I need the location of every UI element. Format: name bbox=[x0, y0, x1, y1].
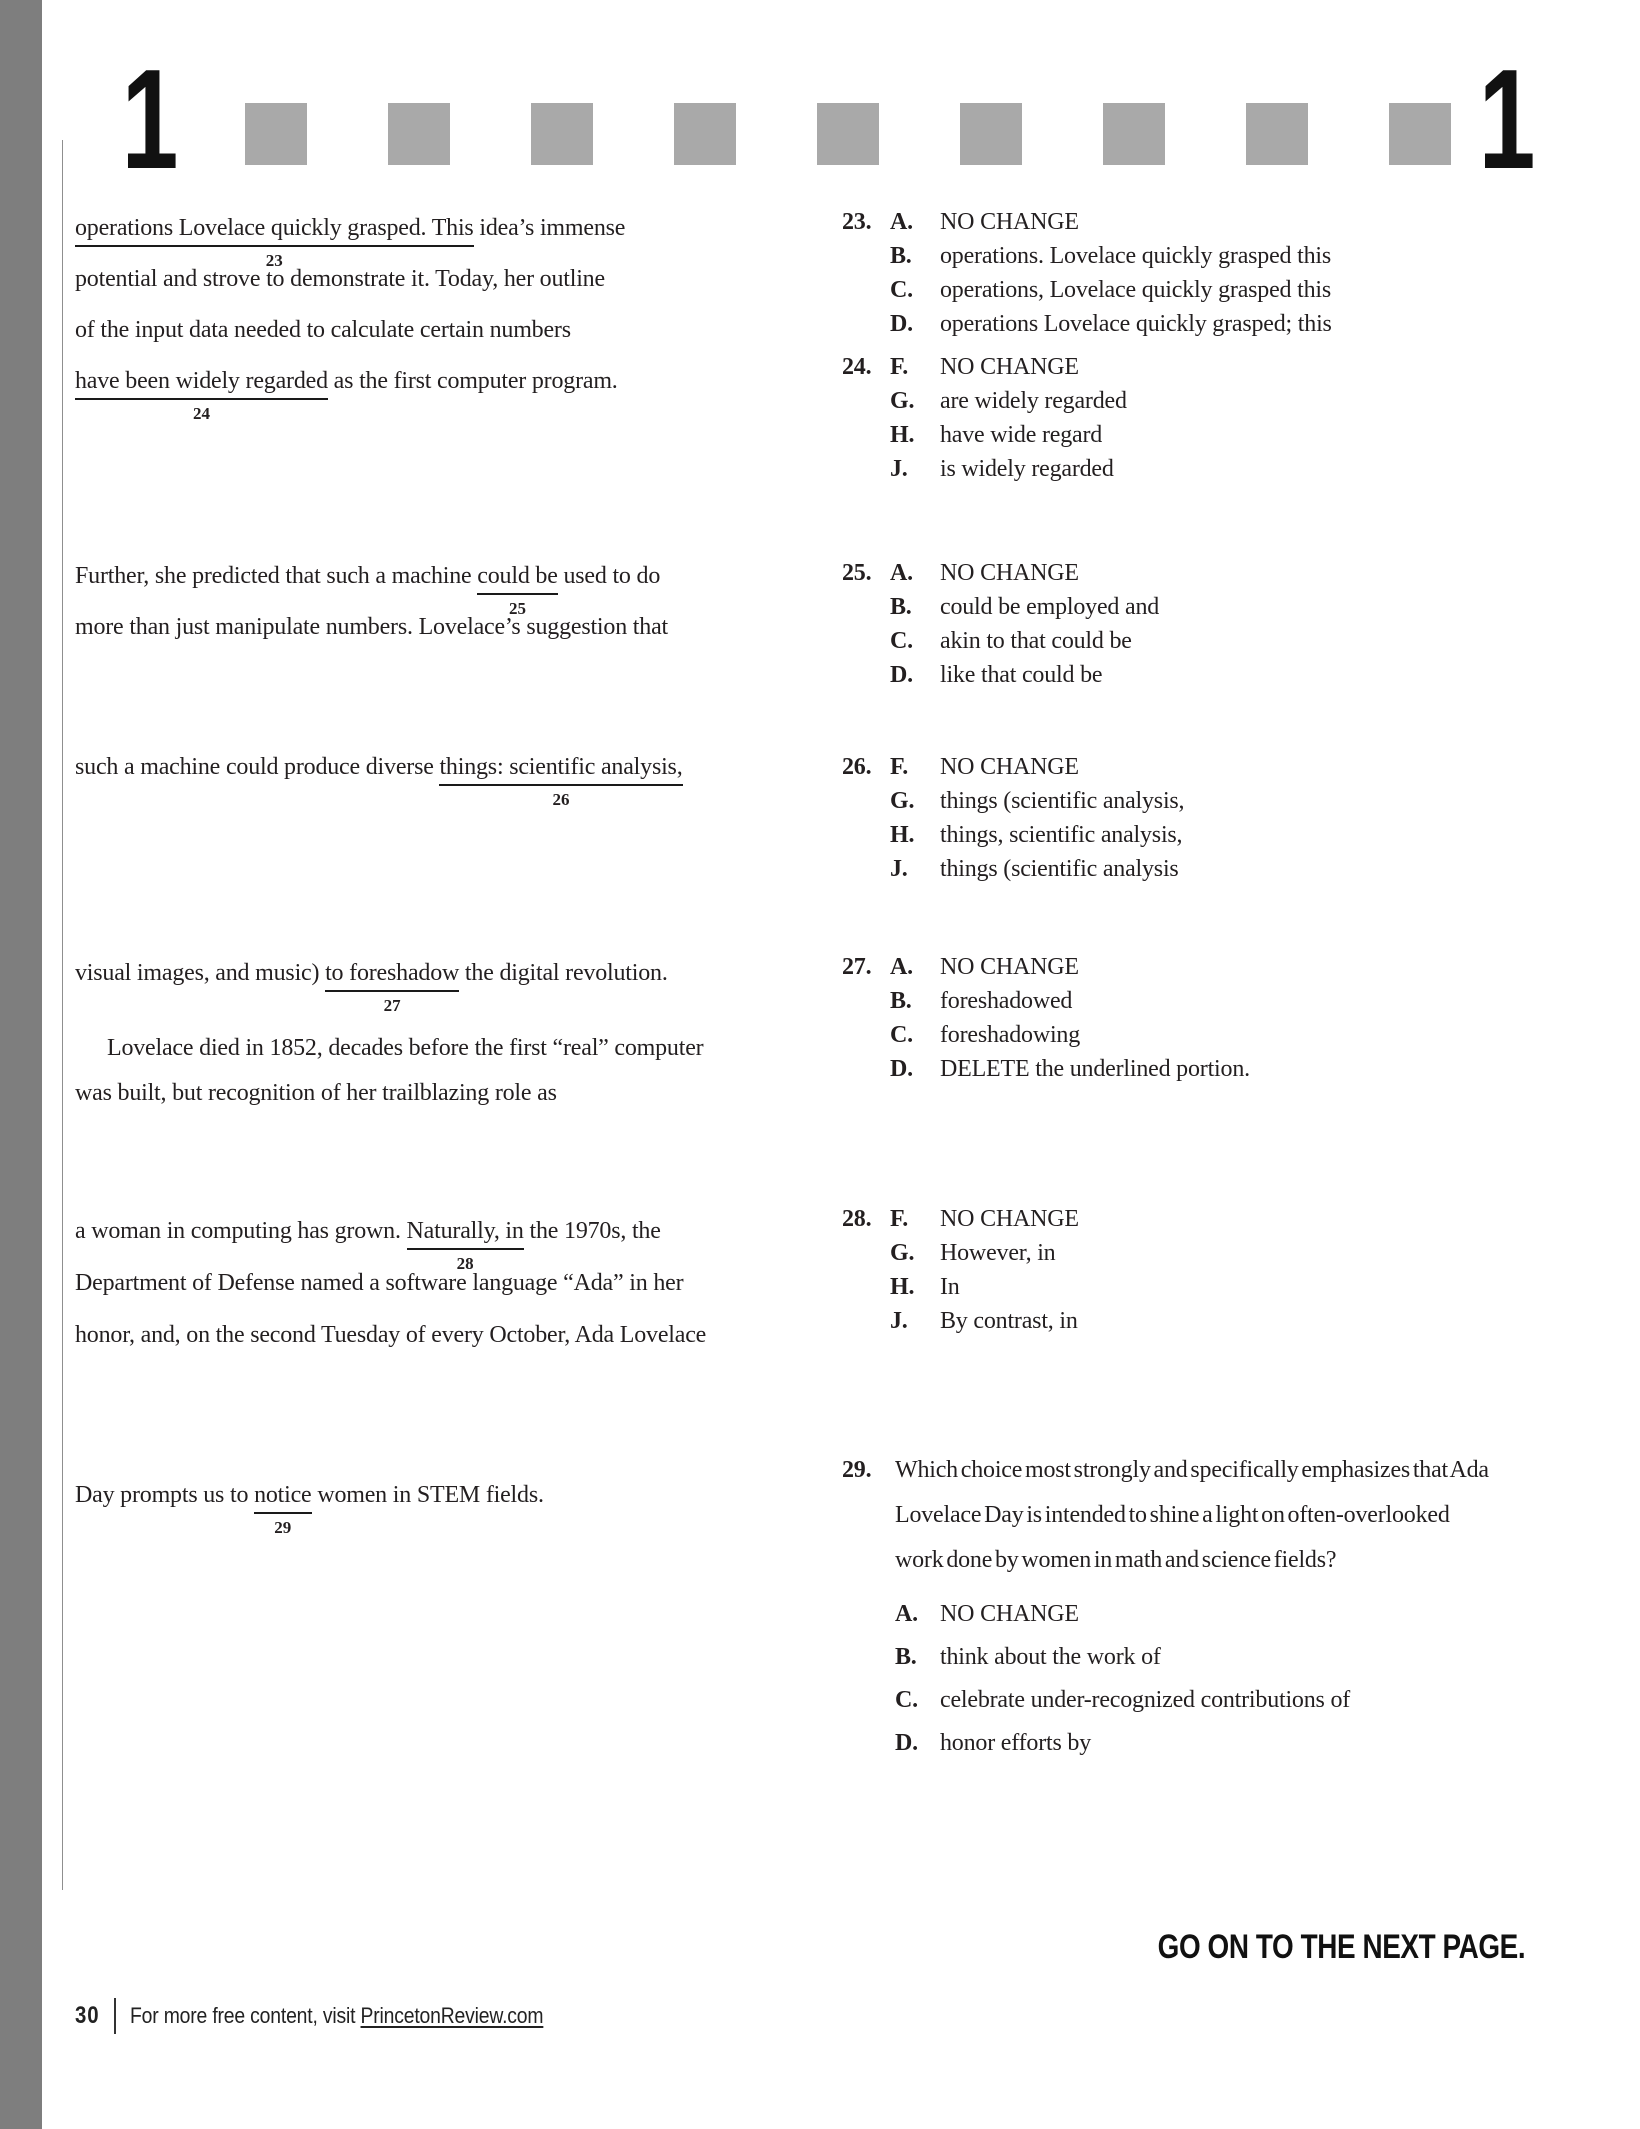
passage-paragraph-7 bbox=[75, 1470, 544, 1537]
passage-text: used to do bbox=[557, 563, 661, 589]
choice-row bbox=[842, 1052, 1250, 1086]
passage-line bbox=[75, 551, 668, 618]
choice-row bbox=[895, 1722, 1489, 1765]
question-number: 26. bbox=[842, 754, 872, 780]
choice-row bbox=[842, 784, 1184, 818]
stem-line: Lovelace Day is intended to shine a light on often-overlooked bbox=[895, 1502, 1450, 1528]
underlined-portion-26 bbox=[439, 754, 683, 809]
choice-row bbox=[842, 1018, 1250, 1052]
choice-text: like that could be bbox=[940, 662, 1103, 688]
underlined-text: Naturally, in bbox=[406, 1218, 524, 1244]
choice-letter: A. bbox=[890, 209, 913, 235]
passage-line bbox=[75, 251, 625, 305]
header-square bbox=[1246, 103, 1308, 165]
passage-text: potential and strove to demonstrate it. Today, her outline bbox=[75, 266, 605, 292]
passage-paragraph-3 bbox=[75, 742, 683, 809]
choice-letter: J. bbox=[890, 1308, 908, 1334]
choice-letter: H. bbox=[890, 1274, 915, 1300]
choice-letter: G. bbox=[890, 388, 915, 414]
passage-text: Department of Defense named a software language “Ada” in her bbox=[75, 1270, 684, 1296]
underlined-portion-24 bbox=[75, 368, 328, 423]
passage-text: Lovelace died in 1852, decades before the first “real” computer bbox=[107, 1035, 704, 1061]
passage-text: women in STEM fields. bbox=[311, 1482, 544, 1508]
choice-row bbox=[842, 384, 1127, 418]
choice-row bbox=[842, 1236, 1079, 1270]
passage-text: honor, and, on the second Tuesday of every October, Ada Lovelace bbox=[75, 1322, 707, 1348]
passage-text: visual images, and music) bbox=[75, 960, 326, 986]
choice-row bbox=[895, 1679, 1489, 1722]
choice-row bbox=[842, 818, 1184, 852]
ref-number-24: 24 bbox=[192, 404, 210, 423]
underlined-text: to foreshadow bbox=[325, 960, 460, 986]
choice-text: In bbox=[940, 1274, 960, 1300]
choice-letter: J. bbox=[890, 456, 908, 482]
underlined-text: have been widely regarded bbox=[75, 368, 328, 394]
question-29 bbox=[842, 1448, 1489, 1765]
choice-row bbox=[842, 624, 1159, 658]
choice-text: operations, Lovelace quickly grasped this bbox=[940, 277, 1332, 303]
header-square bbox=[388, 103, 450, 165]
passage-line bbox=[75, 1254, 706, 1309]
choice-text: celebrate under-recognized contributions of bbox=[940, 1687, 1351, 1713]
choice-row bbox=[842, 984, 1250, 1018]
choice-text: akin to that could be bbox=[940, 628, 1132, 654]
choice-letter: H. bbox=[890, 422, 915, 448]
choice-text: NO CHANGE bbox=[940, 209, 1079, 235]
passage-line bbox=[75, 1026, 703, 1071]
choice-text: think about the work of bbox=[940, 1644, 1161, 1670]
passage-text: Day prompts us to bbox=[75, 1482, 255, 1508]
choice-text: NO CHANGE bbox=[940, 354, 1079, 380]
passage-line bbox=[75, 203, 626, 270]
question-number: 27. bbox=[842, 954, 872, 980]
passage-text: the 1970s, the bbox=[523, 1218, 661, 1244]
choice-letter: A. bbox=[890, 954, 913, 980]
underlined-portion-23 bbox=[75, 215, 474, 270]
passage-line bbox=[75, 1309, 706, 1361]
question-25 bbox=[842, 556, 1159, 692]
choice-letter: B. bbox=[890, 243, 912, 269]
choice-text: foreshadowed bbox=[940, 988, 1073, 1014]
choice-row bbox=[842, 950, 1250, 984]
underlined-text: operations Lovelace quickly grasped. This bbox=[75, 215, 474, 241]
stem-line: Which choice most strongly and specifically emphasizes that Ada bbox=[895, 1457, 1489, 1483]
underlined-text: things: scientific analysis, bbox=[439, 754, 683, 780]
choice-letter: D. bbox=[890, 662, 913, 688]
choice-text: NO CHANGE bbox=[940, 1601, 1079, 1627]
choice-text: operations. Lovelace quickly grasped this bbox=[940, 243, 1332, 269]
question-27 bbox=[842, 950, 1250, 1086]
choice-letter: A. bbox=[890, 560, 913, 586]
choice-letter: G. bbox=[890, 788, 915, 814]
underlined-portion-28 bbox=[406, 1218, 524, 1273]
ref-number-28: 28 bbox=[456, 1254, 474, 1273]
page-footer bbox=[75, 1996, 599, 2036]
choice-row bbox=[842, 350, 1127, 384]
passage-paragraph-4 bbox=[75, 948, 668, 1015]
choice-text: could be employed and bbox=[940, 594, 1160, 620]
passage-text: was built, but recognition of her trailblazing role as bbox=[75, 1080, 557, 1106]
passage-text: of the input data needed to calculate certain numbers bbox=[75, 317, 571, 343]
choice-row bbox=[842, 590, 1159, 624]
choice-text: things (scientific analysis bbox=[940, 856, 1179, 882]
choice-row bbox=[842, 658, 1159, 692]
choice-text: NO CHANGE bbox=[940, 1206, 1079, 1232]
choice-text: foreshadowing bbox=[940, 1022, 1081, 1048]
choice-row bbox=[842, 205, 1332, 239]
choice-row bbox=[842, 418, 1127, 452]
page-edge-line bbox=[62, 140, 63, 1890]
passage-line bbox=[75, 356, 625, 423]
passage-paragraph-5 bbox=[75, 1026, 703, 1116]
page-number: 30 bbox=[75, 2002, 100, 2029]
choice-row bbox=[842, 307, 1332, 341]
go-on-next-page-text: GO ON TO THE NEXT PAGE. bbox=[1157, 1928, 1525, 1966]
choice-row bbox=[842, 1202, 1079, 1236]
underlined-portion-29 bbox=[254, 1482, 312, 1537]
choice-row bbox=[842, 452, 1127, 486]
choice-text: things (scientific analysis, bbox=[940, 788, 1185, 814]
question-28 bbox=[842, 1202, 1079, 1338]
choice-row bbox=[842, 239, 1332, 273]
choice-letter: J. bbox=[890, 856, 908, 882]
choice-letter: C. bbox=[895, 1687, 918, 1713]
choice-letter: C. bbox=[890, 628, 913, 654]
passage-text: a woman in computing has grown. bbox=[75, 1218, 407, 1244]
choice-letter: D. bbox=[890, 1056, 913, 1082]
underlined-text: could be bbox=[477, 563, 558, 589]
choice-text: NO CHANGE bbox=[940, 754, 1079, 780]
header-square bbox=[531, 103, 593, 165]
underlined-text: notice bbox=[254, 1482, 312, 1508]
tagline-text: For more free content, visit bbox=[129, 2003, 361, 2028]
choice-row bbox=[895, 1593, 1489, 1636]
ref-number-27: 27 bbox=[383, 996, 401, 1015]
ref-number-25: 25 bbox=[508, 599, 526, 618]
passage-paragraph-2 bbox=[75, 551, 668, 653]
choice-text: operations Lovelace quickly grasped; this bbox=[940, 311, 1332, 337]
question-23 bbox=[842, 205, 1332, 341]
passage-line bbox=[75, 948, 668, 1015]
question-number: 25. bbox=[842, 560, 872, 586]
choice-letter: G. bbox=[890, 1240, 915, 1266]
question-26 bbox=[842, 750, 1184, 886]
passage-text: the digital revolution. bbox=[459, 960, 668, 986]
header-square bbox=[817, 103, 879, 165]
choice-text: DELETE the underlined portion. bbox=[940, 1056, 1250, 1082]
passage-text: as the first computer program. bbox=[327, 368, 618, 394]
choice-text: However, in bbox=[940, 1240, 1056, 1266]
choice-letter: B. bbox=[890, 594, 912, 620]
ref-number-29: 29 bbox=[274, 1518, 292, 1537]
ref-number-23: 23 bbox=[265, 251, 283, 270]
question-number: 28. bbox=[842, 1206, 872, 1232]
passage-paragraph-6 bbox=[75, 1205, 706, 1361]
question-stem bbox=[842, 1448, 1489, 1583]
choice-text: NO CHANGE bbox=[940, 954, 1079, 980]
passage-line bbox=[75, 1470, 544, 1537]
passage-line bbox=[75, 742, 683, 809]
choice-letter: D. bbox=[895, 1730, 918, 1756]
choice-letter: C. bbox=[890, 277, 913, 303]
choice-row bbox=[842, 556, 1159, 590]
choice-row bbox=[842, 1304, 1079, 1338]
left-gray-bar bbox=[0, 0, 42, 2129]
question-number: 23. bbox=[842, 209, 872, 235]
choice-text: are widely regarded bbox=[940, 388, 1127, 414]
header-square bbox=[1103, 103, 1165, 165]
stem-line: work done by women in math and science fields? bbox=[895, 1547, 1337, 1573]
choice-text: honor efforts by bbox=[940, 1730, 1091, 1756]
choice-letter: C. bbox=[890, 1022, 913, 1048]
passage-line bbox=[75, 305, 625, 356]
header-square bbox=[674, 103, 736, 165]
choice-row bbox=[895, 1636, 1489, 1679]
section-number-right: 1 bbox=[1478, 40, 1536, 199]
section-number-left: 1 bbox=[121, 40, 179, 199]
princeton-review-link[interactable]: PrincetonReview.com bbox=[360, 2003, 544, 2028]
choice-letter: A. bbox=[895, 1601, 918, 1627]
choice-row bbox=[842, 1270, 1079, 1304]
question-number: 29. bbox=[842, 1457, 872, 1483]
choice-row bbox=[842, 852, 1184, 886]
choice-letter: D. bbox=[890, 311, 913, 337]
underlined-portion-25 bbox=[477, 563, 558, 618]
choice-text: By contrast, in bbox=[940, 1308, 1078, 1334]
choice-row bbox=[842, 273, 1332, 307]
passage-paragraph-1 bbox=[75, 203, 626, 423]
choice-letter: F. bbox=[890, 754, 909, 780]
choice-letter: B. bbox=[895, 1644, 917, 1670]
choice-letter: F. bbox=[890, 354, 909, 380]
header-squares bbox=[245, 103, 1451, 165]
choice-letter: B. bbox=[890, 988, 912, 1014]
header-square bbox=[960, 103, 1022, 165]
passage-line bbox=[75, 599, 668, 653]
footer-divider bbox=[114, 1998, 116, 2034]
choice-text: things, scientific analysis, bbox=[940, 822, 1183, 848]
choice-text: NO CHANGE bbox=[940, 560, 1079, 586]
choice-row bbox=[842, 750, 1184, 784]
ref-number-26: 26 bbox=[552, 790, 570, 809]
passage-text: Further, she predicted that such a machine bbox=[75, 563, 478, 589]
passage-text: more than just manipulate numbers. Lovelace’s suggestion that bbox=[75, 614, 668, 640]
passage-line bbox=[75, 1205, 706, 1273]
passage-text: such a machine could produce diverse bbox=[75, 754, 440, 780]
choice-letter: H. bbox=[890, 822, 915, 848]
choice-text: have wide regard bbox=[940, 422, 1103, 448]
question-number: 24. bbox=[842, 354, 872, 380]
passage-text: idea’s immense bbox=[473, 215, 626, 241]
footer-tagline bbox=[130, 2003, 543, 2029]
question-24 bbox=[842, 350, 1127, 486]
passage-line bbox=[75, 1071, 703, 1116]
choice-text: is widely regarded bbox=[940, 456, 1114, 482]
underlined-portion-27 bbox=[325, 960, 460, 1015]
choice-letter: F. bbox=[890, 1206, 909, 1232]
header-square bbox=[245, 103, 307, 165]
header-square bbox=[1389, 103, 1451, 165]
